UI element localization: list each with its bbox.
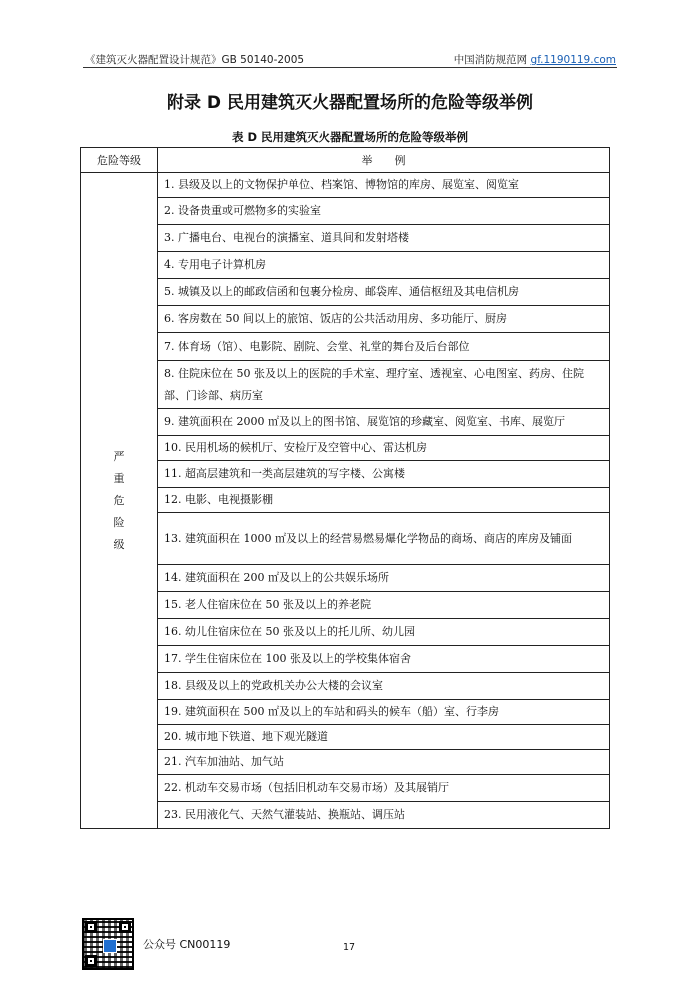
table-row xyxy=(81,725,610,750)
table-row xyxy=(81,225,610,252)
table-row xyxy=(81,198,610,225)
example-cell: 9. 建筑面积在 2000 ㎡及以上的图书馆、展览馆的珍藏室、阅览室、书库、展览厅 xyxy=(158,409,610,436)
wechat-account: 公众号 CN00119 xyxy=(143,938,231,951)
example-cell: 3. 广播电台、电视台的演播室、道具间和发射塔楼 xyxy=(158,225,610,252)
table-row xyxy=(81,173,610,198)
example-cell: 11. 超高层建筑和一类高层建筑的写字楼、公寓楼 xyxy=(158,461,610,488)
header-site-name: 中国消防规范网 xyxy=(453,54,528,66)
page-title: 附录 D 民用建筑灭火器配置场所的危险等级举例 xyxy=(167,93,533,113)
header-site xyxy=(454,52,616,67)
table-row xyxy=(81,565,610,592)
table-title: 表 D 民用建筑灭火器配置场所的危险等级举例 xyxy=(231,130,469,144)
example-cell: 13. 建筑面积在 1000 ㎡及以上的经营易燃易爆化学物品的商场、商店的库房及铺面 xyxy=(158,513,610,565)
table-row xyxy=(81,700,610,725)
hazard-level-table xyxy=(80,147,610,829)
table-body xyxy=(81,173,610,829)
example-cell: 16. 幼儿住宿床位在 50 张及以上的托儿所、幼儿园 xyxy=(158,619,610,646)
example-cell: 15. 老人住宿床位在 50 张及以上的养老院 xyxy=(158,592,610,619)
table-row xyxy=(81,306,610,333)
table-row xyxy=(81,592,610,619)
example-cell: 8. 住院床位在 50 张及以上的医院的手术室、理疗室、透视室、心电图室、药房、住院部、门诊部、病历室 xyxy=(158,361,610,409)
table-row xyxy=(81,409,610,436)
table-row xyxy=(81,252,610,279)
hazard-level-cell xyxy=(81,173,158,829)
example-cell: 23. 民用液化气、天然气灌装站、换瓶站、调压站 xyxy=(158,802,610,829)
header-document-title: 《建筑灭火器配置设计规范》GB 50140-2005 xyxy=(85,54,305,66)
example-cell: 22. 机动车交易市场（包括旧机动车交易市场）及其展销厅 xyxy=(158,775,610,802)
column-header-level: 危险等级 xyxy=(81,148,158,173)
example-cell: 6. 客房数在 50 间以上的旅馆、饭店的公共活动用房、多功能厅、厨房 xyxy=(158,306,610,333)
example-cell: 21. 汽车加油站、加气站 xyxy=(158,750,610,775)
column-header-examples: 举 例 xyxy=(158,148,610,173)
example-cell: 2. 设备贵重或可燃物多的实验室 xyxy=(158,198,610,225)
hazard-level-label: 严重危险级 xyxy=(113,449,125,551)
example-cell: 19. 建筑面积在 500 ㎡及以上的车站和码头的候车（船）室、行李房 xyxy=(158,700,610,725)
table-row xyxy=(81,673,610,700)
example-cell: 5. 城镇及以上的邮政信函和包裹分检房、邮袋库、通信枢纽及其电信机房 xyxy=(158,279,610,306)
example-cell: 7. 体育场（馆）、电影院、剧院、会堂、礼堂的舞台及后台部位 xyxy=(158,333,610,361)
example-cell: 4. 专用电子计算机房 xyxy=(158,252,610,279)
table-row xyxy=(81,436,610,461)
table-row xyxy=(81,279,610,306)
table-row xyxy=(81,361,610,409)
example-cell: 17. 学生住宿床位在 100 张及以上的学校集体宿舍 xyxy=(158,646,610,673)
header-site-link[interactable]: gf.1190119.com xyxy=(530,54,616,66)
table-row xyxy=(81,333,610,361)
example-cell: 10. 民用机场的候机厅、安检厅及空管中心、雷达机房 xyxy=(158,436,610,461)
example-cell: 12. 电影、电视摄影棚 xyxy=(158,488,610,513)
header-divider xyxy=(83,67,617,68)
table-header-row xyxy=(81,148,610,173)
table-row xyxy=(81,488,610,513)
page-number: 17 xyxy=(343,942,356,953)
table-row xyxy=(81,802,610,829)
table-row xyxy=(81,619,610,646)
qr-code-icon xyxy=(82,918,134,970)
table-row xyxy=(81,750,610,775)
example-cell: 18. 县级及以上的党政机关办公大楼的会议室 xyxy=(158,673,610,700)
table-row xyxy=(81,646,610,673)
table-row xyxy=(81,461,610,488)
example-cell: 14. 建筑面积在 200 ㎡及以上的公共娱乐场所 xyxy=(158,565,610,592)
example-cell: 20. 城市地下铁道、地下观光隧道 xyxy=(158,725,610,750)
table-row xyxy=(81,775,610,802)
example-cell: 1. 县级及以上的文物保护单位、档案馆、博物馆的库房、展览室、阅览室 xyxy=(158,173,610,198)
table-row xyxy=(81,513,610,565)
